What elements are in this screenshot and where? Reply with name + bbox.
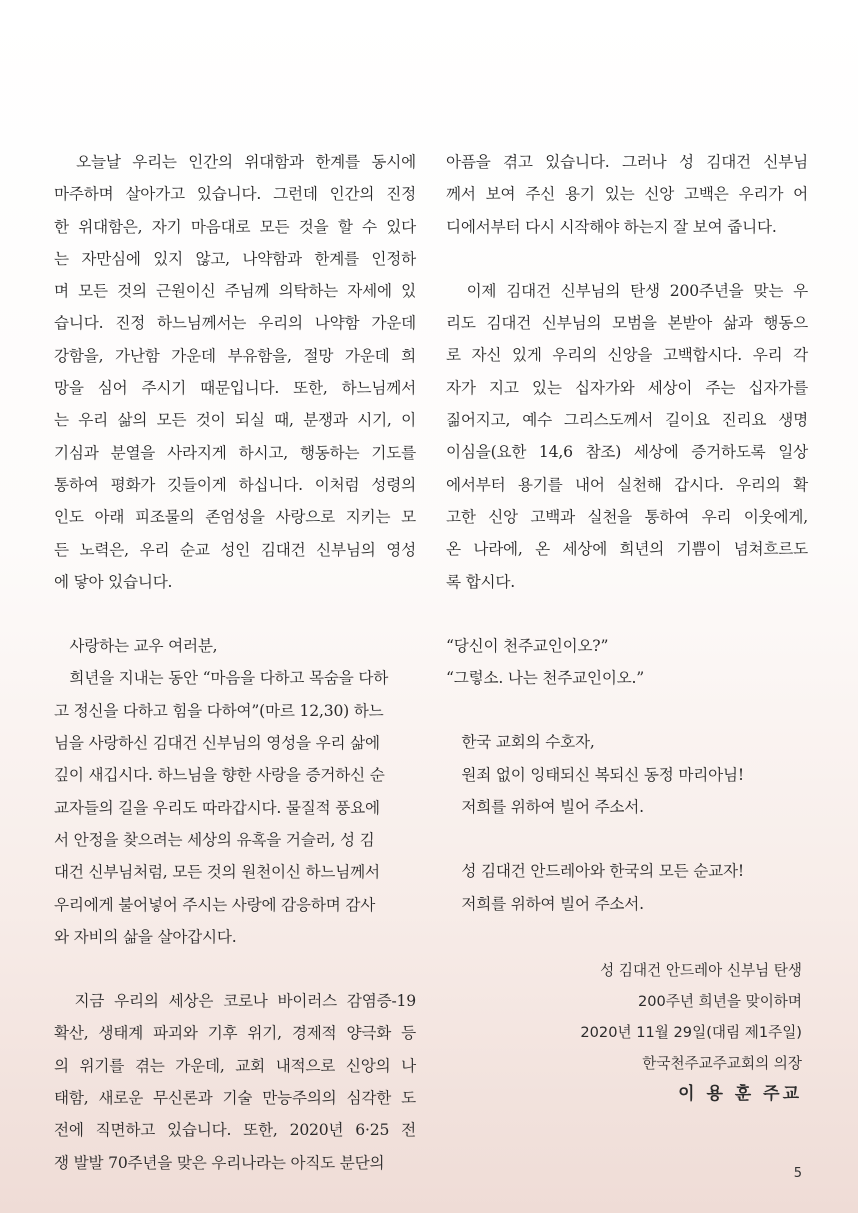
text-line: 리도 김대건 신부님의 모범을 본받아 삶과 행동으 — [446, 314, 808, 333]
signature-line: 2020년 11월 29일(대림 제1주일) — [580, 1024, 802, 1041]
text-line: 지금 우리의 세상은 코로나 바이러스 감염증-19 — [54, 992, 416, 1011]
text-line: 기심과 분열을 사라지게 하시고, 행동하는 기도를 — [54, 443, 416, 462]
text-line: 에 닿아 있습니다. — [54, 572, 173, 591]
text-line: 한국 교회의 수호자, — [446, 733, 595, 752]
text-line: 님을 사랑하신 김대건 신부님의 영성을 우리 삶에 — [54, 734, 380, 753]
text-line: 든 노력은, 우리 순교 성인 김대건 신부님의 영성 — [54, 540, 416, 559]
text-line: 이제 김대건 신부님의 탄생 200주년을 맞는 우 — [446, 281, 808, 300]
paragraph-gap — [446, 823, 808, 855]
text-line: 전에 직면하고 있습니다. 또한, 2020년 6·25 전 — [54, 1121, 416, 1140]
text-line: 확산, 생태계 파괴와 기후 위기, 경제적 양극화 등 — [54, 1024, 416, 1043]
paragraph — [446, 855, 808, 920]
signature-block — [580, 955, 802, 1110]
text-line: 에서부터 용기를 내어 실천해 갑시다. 우리의 확 — [446, 475, 808, 494]
text-line: 로 자신 있게 우리의 신앙을 고백합시다. 우리 각 — [446, 346, 808, 365]
text-line: 교자들의 길을 우리도 따라갑시다. 물질적 풍요에 — [54, 798, 380, 817]
paragraph — [54, 630, 416, 953]
text-line: 이심을(요한 14,6 참조) 세상에 증거하도록 일상 — [446, 443, 808, 462]
text-line: “그렇소. 나는 천주교인이오.” — [446, 669, 645, 688]
text-line: “당신이 천주교인이오?” — [446, 636, 609, 655]
text-line: 강함을, 가난함 가운데 부유함을, 절망 가운데 희 — [54, 346, 416, 365]
text-line: 고 정신을 다하고 힘을 다하여”(마르 12,30) 하느 — [54, 701, 384, 720]
text-line: 대건 신부님처럼, 모든 것의 원천이신 하느님께서 — [54, 863, 380, 882]
text-line: 는 우리 삶의 모든 것이 되실 때, 분쟁과 시기, 이 — [54, 411, 416, 430]
text-line: 쟁 발발 70주년을 맞은 우리나라는 아직도 분단의 — [54, 1153, 385, 1172]
text-line: 록 합시다. — [446, 572, 515, 591]
text-line: 깊이 새깁시다. 하느님을 향한 사랑을 증거하신 순 — [54, 766, 385, 785]
text-line: 통하여 평화가 깃들이게 하십니다. 이처럼 성령의 — [54, 475, 416, 494]
signature-line: 성 김대건 안드레아 신부님 탄생 — [600, 962, 802, 979]
bishop-name: 이 용 훈 주교 — [678, 1084, 802, 1104]
text-line: 사랑하는 교우 여러분, — [54, 637, 218, 656]
text-line: 성 김대건 안드레아와 한국의 모든 순교자! — [446, 862, 744, 881]
text-line: 께서 보여 주신 용기 있는 신앙 고백은 우리가 어 — [446, 185, 808, 204]
text-line: 고한 신앙 고백과 실천을 통하여 우리 이웃에게, — [446, 507, 808, 526]
text-line: 와 자비의 삶을 살아갑시다. — [54, 927, 237, 946]
page-number: 5 — [793, 1166, 802, 1181]
text-line: 망을 심어 주시기 때문입니다. 또한, 하느님께서 — [54, 379, 416, 398]
text-line: 서 안정을 찾으려는 세상의 유혹을 거슬러, 성 김 — [54, 830, 375, 849]
paragraph — [446, 630, 808, 695]
text-line: 저희를 위하여 빌어 주소서. — [446, 894, 644, 913]
text-line: 마주하며 살아가고 있습니다. 그런데 인간의 진정 — [54, 185, 416, 204]
text-line: 습니다. 진정 하느님께서는 우리의 나약함 가운데 — [54, 314, 416, 333]
paragraph-gap — [446, 694, 808, 726]
text-line: 원죄 없이 잉태되신 복되신 동정 마리아님! — [446, 765, 744, 784]
text-line: 한 위대함은, 자기 마음대로 모든 것을 할 수 있다 — [54, 217, 416, 236]
paragraph — [446, 726, 808, 823]
text-line: 저희를 위하여 빌어 주소서. — [446, 798, 644, 817]
paragraph — [446, 275, 808, 598]
text-line: 아픔을 겪고 있습니다. 그러나 성 김대건 신부님 — [446, 153, 808, 171]
paragraph-gap — [446, 598, 808, 630]
paragraph — [54, 985, 416, 1179]
text-line: 태함, 새로운 무신론과 기술 만능주의의 심각한 도 — [54, 1089, 416, 1108]
text-line: 짊어지고, 예수 그리스도께서 길이요 진리요 생명 — [446, 411, 808, 430]
text-line: 온 나라에, 온 세상에 희년의 기쁨이 넘쳐흐르도 — [446, 540, 808, 559]
paragraph-gap — [446, 243, 808, 275]
text-line: 의 위기를 겪는 가운데, 교회 내적으로 신앙의 나 — [54, 1056, 416, 1075]
right-column — [446, 146, 808, 920]
paragraph — [446, 146, 808, 243]
paragraph-gap — [54, 953, 416, 985]
paragraph-gap — [54, 598, 416, 630]
text-line: 는 자만심에 있지 않고, 나약함과 한계를 인정하 — [54, 249, 416, 268]
signature-line: 200주년 희년을 맞이하며 — [637, 993, 802, 1010]
text-line: 우리에게 불어넣어 주시는 사랑에 감응하며 감사 — [54, 895, 376, 914]
text-line: 자가 지고 있는 십자가와 세상이 주는 십자가를 — [446, 378, 808, 397]
left-column — [54, 146, 416, 1179]
text-line: 디에서부터 다시 시작해야 하는지 잘 보여 줍니다. — [446, 217, 777, 236]
text-line: 희년을 지내는 동안 “마음을 다하고 목숨을 다하 — [54, 669, 389, 688]
text-line: 인도 아래 피조물의 존엄성을 사랑으로 지키는 모 — [54, 508, 416, 527]
signature-line: 한국천주교주교회의 의장 — [642, 1055, 802, 1072]
paragraph — [54, 146, 416, 598]
text-line: 오늘날 우리는 인간의 위대함과 한계를 동시에 — [54, 153, 416, 171]
text-line: 며 모든 것의 근원이신 주님께 의탁하는 자세에 있 — [54, 282, 416, 301]
